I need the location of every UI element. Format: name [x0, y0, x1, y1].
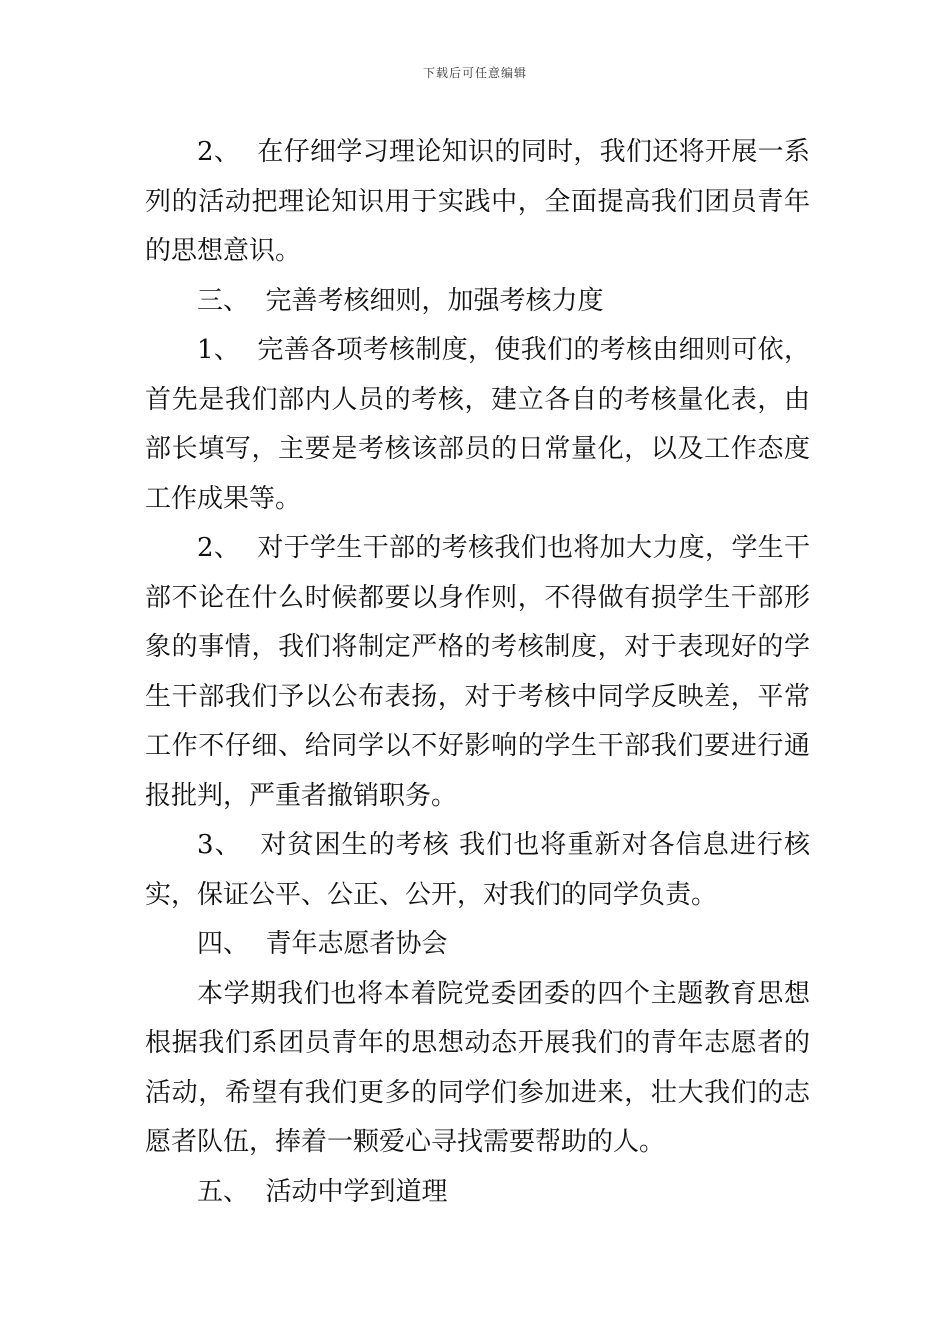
paragraph-item-2-cadre-assessment: 2、 对于学生干部的考核我们也将加大力度，学生干部不论在什么时候都要以身作则，不得做有损学生干部形象的事情，我们将制定严格的考核制度，对于表现好的学生干部我们予以公布表扬，对于考核中同学反映差，平常工作不仔细、给同学以不好影响的学生干部我们要进行通报批判，严重者撤销职务。 — [145, 533, 810, 811]
section-heading-4: 四、 青年志愿者协会 — [197, 929, 448, 959]
page-header-note: 下载后可任意编辑 — [422, 66, 527, 80]
paragraph-item-1-assessment: 1、 完善各项考核制度，使我们的考核由细则可依，首先是我们部内人员的考核，建立各自的考核量化表，由部长填写，主要是考核该部员的日常量化，以及工作态度工作成果等。 — [145, 335, 810, 514]
document-body — [145, 128, 810, 1217]
paragraph-item-3-poor-students: 3、 对贫困生的考核 我们也将重新对各信息进行核实，保证公平、公正、公开，对我们的同学负责。 — [145, 830, 810, 910]
section-heading-5: 五、 活动中学到道理 — [197, 1176, 448, 1207]
section-heading-3: 三、 完善考核细则，加强考核力度 — [197, 285, 604, 316]
paragraph-item-2-practice: 2、 在仔细学习理论知识的同时，我们还将开展一系列的活动把理论知识用于实践中，全面提高我们团员青年的思想意识。 — [145, 137, 810, 266]
paragraph-volunteer: 本学期我们也将本着院党委团委的四个主题教育思想根据我们系团员青年的思想动态开展我们的青年志愿者的活动，希望有我们更多的同学们参加进来，壮大我们的志愿者队伍，捧着一颗爱心寻找需要帮助的人。 — [145, 978, 810, 1157]
